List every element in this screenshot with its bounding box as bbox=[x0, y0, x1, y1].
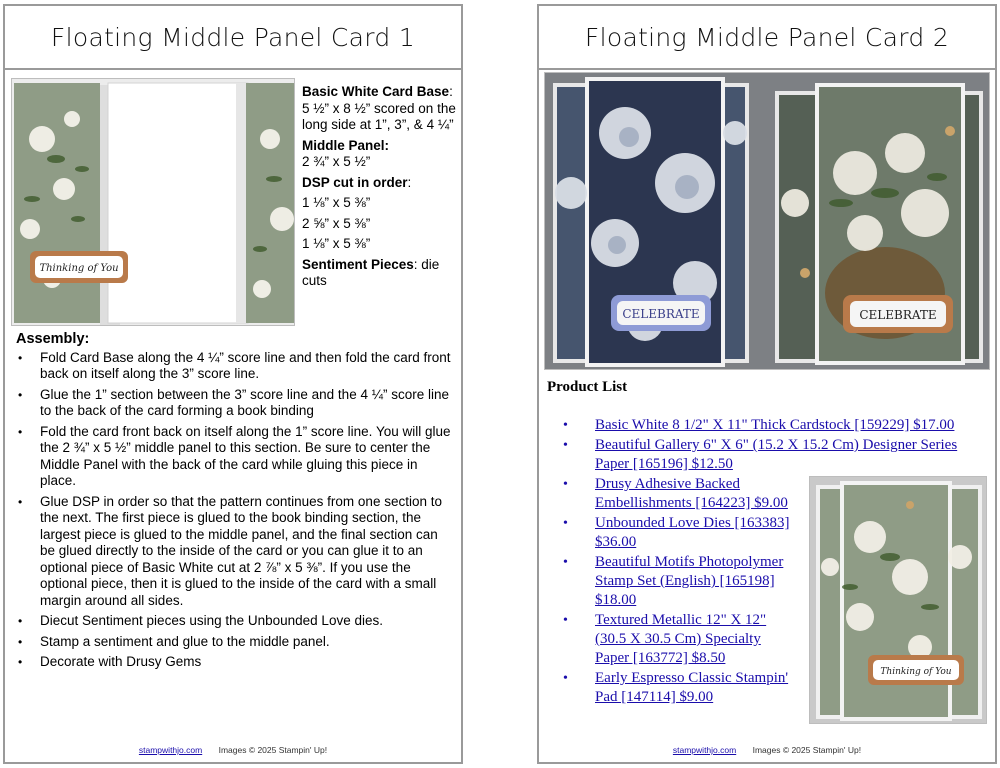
card1-illustration bbox=[12, 79, 295, 326]
product-item bbox=[561, 669, 791, 707]
spec-value: : die cuts bbox=[302, 256, 440, 288]
card2-right-sentiment: CELEBRATE bbox=[859, 308, 937, 322]
spec-dsp bbox=[302, 175, 462, 192]
assembly-section bbox=[16, 331, 456, 675]
small-photo-sentiment: Thinking of You bbox=[880, 667, 952, 677]
card1-photo-sentiment: Thinking of You bbox=[39, 263, 119, 274]
assembly-heading: Assembly: bbox=[16, 331, 90, 347]
assembly-step: • Glue the 1” section between the 3” score line and the 4 ¼” score line to the back of the card forming a book binding bbox=[16, 387, 456, 420]
spec-value: 2 ¾” x 5 ½” bbox=[302, 154, 371, 169]
product-link[interactable]: Basic White 8 1/2" X 11" Thick Cardstock [159229] $17.00 bbox=[595, 417, 955, 433]
product-link[interactable]: Unbounded Love Dies [163383] $36.00 bbox=[595, 515, 790, 550]
assembly-steps bbox=[16, 350, 456, 671]
card1-photo bbox=[11, 78, 295, 326]
card2-page bbox=[537, 4, 997, 764]
dsp-cut: 1 ⅛” x 5 ⅜” bbox=[302, 195, 371, 210]
card1-small-photo bbox=[809, 476, 987, 724]
small-card-illustration bbox=[810, 477, 987, 724]
card2-left-sentiment: CELEBRATE bbox=[622, 307, 700, 321]
spec-label: DSP cut in order bbox=[302, 174, 408, 190]
spec-label: Middle Panel: bbox=[302, 137, 390, 153]
image-credit: Images © 2025 Stampin' Up! bbox=[752, 745, 862, 755]
assembly-step: • Glue DSP in order so that the pattern continues from one section to the next. The first piece is glued to the book binding section, the largest piece is glued to the middle panel, and the final section can be glued directly to the inside of the card or you can glue it to an optional piece of Basic White cut at 2 ⅞” x 5 ⅜”. If you use the optional piece, then it is glued to the inside of the card with a small margin around all sides. bbox=[16, 494, 456, 610]
product-item bbox=[561, 436, 981, 474]
spec-middle-panel bbox=[302, 138, 462, 171]
assembly-step: • Fold Card Base along the 4 ¼” score line and then fold the card front back on itself along the 3” score line. bbox=[16, 350, 456, 383]
product-link[interactable]: Beautiful Motifs Photopolymer Stamp Set (English) [165198] $18.00 bbox=[595, 554, 784, 608]
card2-illustration bbox=[545, 73, 990, 370]
assembly-step: • Fold the card front back on itself along the 1” score line. You will glue the 2 ¾” x 5 ½” middle panel to this section. Be sure to center the Middle Panel with the back of the card while gluing this piece in place. bbox=[16, 424, 456, 490]
product-link[interactable]: Beautiful Gallery 6" X 6" (15.2 X 15.2 Cm) Designer Series Paper [165196] $12.50 bbox=[595, 437, 958, 472]
product-list-title: Product List bbox=[547, 379, 628, 395]
product-item bbox=[561, 611, 791, 668]
image-credit: Images © 2025 Stampin' Up! bbox=[218, 745, 328, 755]
specs-block bbox=[302, 84, 462, 292]
product-link[interactable]: Textured Metallic 12" X 12" (30.5 X 30.5 Cm) Specialty Paper [163772] $8.50 bbox=[595, 612, 767, 666]
spec-value: : 5 ½” x 8 ½” scored on the long side at 1”, 3”, & 4 ¼” bbox=[302, 84, 456, 132]
product-item bbox=[561, 553, 791, 610]
spec-label: Basic White Card Base bbox=[302, 84, 450, 99]
spec-colon: : bbox=[407, 174, 412, 190]
page-footer bbox=[5, 745, 461, 755]
dsp-cut: 2 ⅝” x 5 ⅜” bbox=[302, 215, 371, 231]
product-item bbox=[561, 514, 791, 552]
website-link[interactable]: stampwithjo.com bbox=[672, 745, 737, 755]
assembly-step: • Decorate with Drusy Gems bbox=[16, 654, 456, 671]
website-link[interactable]: stampwithjo.com bbox=[138, 745, 203, 755]
card1-page bbox=[3, 4, 463, 764]
page-title: Floating Middle Panel Card 2 bbox=[539, 6, 995, 70]
product-item bbox=[561, 416, 981, 435]
dsp-cut: 1 ⅛” x 5 ⅜” bbox=[302, 236, 371, 251]
spec-card-base bbox=[302, 84, 462, 134]
assembly-step: • Diecut Sentiment pieces using the Unbounded Love dies. bbox=[16, 613, 456, 630]
product-link[interactable]: Early Espresso Classic Stampin' Pad [147114] $9.00 bbox=[595, 670, 789, 705]
card2-photo bbox=[544, 72, 990, 370]
assembly-step: • Stamp a sentiment and glue to the middle panel. bbox=[16, 634, 456, 651]
page-footer bbox=[539, 745, 995, 755]
page-title: Floating Middle Panel Card 1 bbox=[5, 6, 461, 70]
product-link[interactable]: Drusy Adhesive Backed Embellishments [164223] $9.00 bbox=[595, 476, 788, 511]
spec-sentiment bbox=[302, 257, 462, 290]
spec-label: Sentiment Pieces bbox=[302, 256, 414, 272]
product-item bbox=[561, 475, 791, 513]
